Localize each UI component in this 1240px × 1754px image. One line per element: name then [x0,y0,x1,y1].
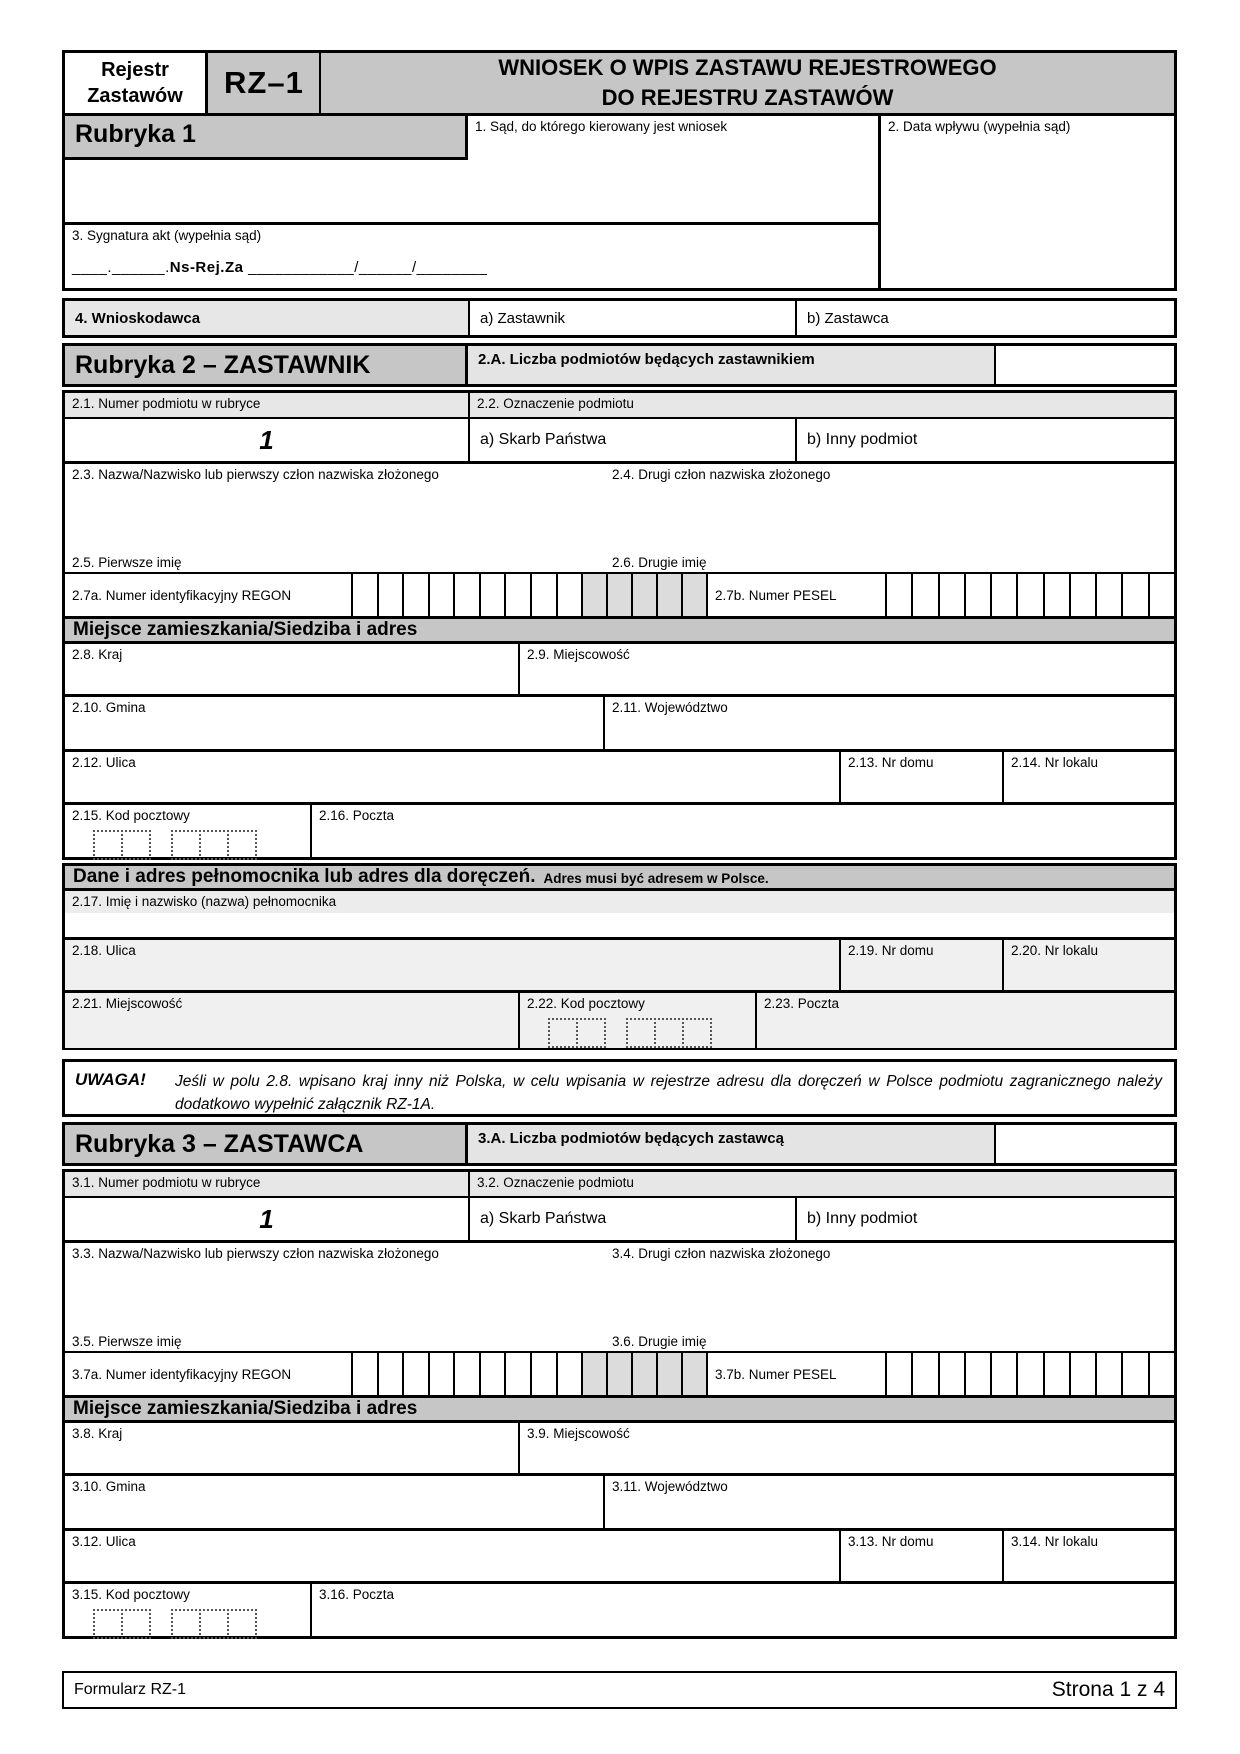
field-2-20-nr-lokalu[interactable]: 2.20. Nr lokalu [1002,940,1174,990]
field-2-14-nr-lokalu[interactable]: 2.14. Nr lokalu [1002,752,1174,802]
rubryka-2-address-row-2 [62,694,1177,752]
digit-cell[interactable] [199,1609,229,1639]
logo-line2: Zastawów [87,85,183,107]
regon-extra-digit-cells [581,574,706,616]
sygnatura-line: ____.______.Ns-Rej.Za ____________/______/________ [72,259,488,277]
digit-cell[interactable] [938,574,964,616]
field-2-5-2-6-area[interactable] [65,552,1174,572]
digit-cell[interactable] [654,1018,684,1048]
registry-logo [65,53,208,113]
logo-line1: Rejestr [101,59,169,81]
digit-cell[interactable] [1069,1353,1095,1395]
regon-extra-digit-cells-3 [581,1353,706,1395]
digit-cell[interactable] [1095,1353,1121,1395]
field-3-1-value: 1 [259,1203,274,1234]
uwaga-text: Jeśli w polu 2.8. wpisano kraj inny niż Polska, w celu wpisania w rejestrze adresu dla doręczeń w Polsce podmiotu zagranicznego należy dodatkowo wypełnić załącznik RZ-1A. [175,1073,1162,1114]
field-2-22-kod-pocztowy[interactable]: 2.22. Kod pocztowy [518,993,755,1048]
digit-cell[interactable] [990,574,1016,616]
rubryka-3-title: Rubryka 3 – ZASTAWCA [65,1125,468,1163]
postal-code-cells [65,827,310,860]
field-3-15-kod-pocztowy[interactable]: 3.15. Kod pocztowy [65,1584,310,1639]
digit-cell[interactable] [428,574,454,616]
form-title-line2: DO REJESTRU ZASTAWÓW [601,85,894,110]
form-header [62,50,1177,116]
rubryka-3-address-row-4 [62,1581,1177,1639]
attorney-postal-code-cells [520,1015,755,1048]
rubryka-3-address-header: Miejsce zamieszkania/Siedziba i adres [62,1395,1177,1423]
field-3-sygnatura[interactable] [65,222,878,288]
form-title-line1: WNIOSEK O WPIS ZASTAWU REJESTROWEGO [498,55,997,81]
footer-form-name: Formularz RZ-1 [74,1681,187,1698]
field-2-2-label-cell: 2.2. Oznaczenie podmiotu [468,393,1174,419]
field-4-wnioskodawca [62,298,1177,338]
digit-cell[interactable] [606,1353,631,1395]
field-1-court[interactable] [468,116,878,160]
option-zastawnik[interactable]: a) Zastawnik [468,301,795,335]
digit-cell[interactable] [964,1353,990,1395]
field-3-1-label-cell: 3.1. Numer podmiotu w rubryce [65,1172,468,1198]
digit-cell[interactable] [626,1018,656,1048]
field-3-3-3-4-area[interactable] [65,1243,1174,1331]
field-2-8-kraj[interactable]: 2.8. Kraj [72,647,123,662]
rubryka-1-title: Rubryka 1 [65,116,468,160]
digit-cell[interactable] [504,1353,530,1395]
field-3-13-nr-domu[interactable]: 3.13. Nr domu [839,1531,1002,1581]
field-3-5-3-6-area[interactable] [65,1331,1174,1351]
rubryka-2-names-block [62,461,1177,619]
rubryka-2-subject-block [62,390,1177,464]
rubryka-2-title: Rubryka 2 – ZASTAWNIK [65,346,468,384]
rubryka-2-address-row-1 [62,641,1177,697]
digit-cell[interactable] [911,1353,937,1395]
digit-cell[interactable] [121,830,151,860]
regon-digit-cells [351,574,581,616]
field-3-10-gmina[interactable]: 3.10. Gmina [72,1479,146,1494]
digit-cell[interactable] [1121,574,1147,616]
field-3-9-miejscowosc[interactable]: 3.9. Miejscowość [518,1423,1174,1473]
digit-cell[interactable] [990,1353,1016,1395]
field-3-16-poczta[interactable]: 3.16. Poczta [310,1584,1174,1639]
field-2-15-kod-pocztowy[interactable]: 2.15. Kod pocztowy [65,805,310,860]
digit-cell[interactable] [121,1609,151,1639]
rubryka-3-address-row-3 [62,1528,1177,1584]
uwaga-note [62,1059,1177,1117]
digit-cell[interactable] [656,1353,681,1395]
option-inny-podmiot[interactable]: b) Inny podmiot [795,419,1174,461]
field-2-label: 2. Data wpływu (wypełnia sąd) [888,119,1071,134]
digit-cell[interactable] [504,574,530,616]
digit-cell[interactable] [556,1353,582,1395]
field-2-3-2-4-area[interactable] [65,464,1174,552]
digit-cell[interactable] [581,1353,606,1395]
digit-cell[interactable] [548,1018,578,1048]
attorney-section-header: Dane i adres pełnomocnika lub adres dla doręczeń. Adres musi być adresem w Polsce. [62,863,1177,891]
digit-cell[interactable] [453,1353,479,1395]
field-1-label: 1. Sąd, do którego kierowany jest wniosek [475,119,728,134]
digit-cell[interactable] [402,574,428,616]
digit-cell[interactable] [656,574,681,616]
field-3-3-label: 3.3. Nazwa/Nazwisko lub pierwszy człon nazwiska złożonego [72,1246,439,1261]
option-zastawca[interactable]: b) Zastawca [795,301,1174,335]
digit-cell[interactable] [964,574,990,616]
field-3-4-label: 3.4. Drugi człon nazwiska złożonego [612,1246,831,1261]
digit-cell[interactable] [227,1609,257,1639]
digit-cell[interactable] [631,1353,656,1395]
uwaga-label: UWAGA! [75,1070,146,1089]
digit-cell[interactable] [93,1609,123,1639]
rubryka-2-address-row-4 [62,802,1177,860]
field-2-17-pelnomocnik[interactable] [62,888,1177,940]
field-2-21-miejscowosc[interactable]: 2.21. Miejscowość [65,993,518,1048]
digit-cell[interactable] [681,1353,706,1395]
field-3-5-label: 3.5. Pierwsze imię [72,1334,182,1349]
digit-cell[interactable] [453,574,479,616]
digit-cell[interactable] [377,574,403,616]
digit-cell[interactable] [556,574,582,616]
digit-cell[interactable] [199,830,229,860]
digit-cell[interactable] [1148,1353,1174,1395]
digit-cell[interactable] [631,574,656,616]
digit-cell[interactable] [351,1353,377,1395]
field-3a-count-box[interactable] [996,1125,1174,1163]
digit-cell[interactable] [911,574,937,616]
field-2-11-wojewodztwo[interactable]: 2.11. Województwo [603,697,1174,749]
digit-cell[interactable] [581,574,606,616]
field-2-13-nr-domu[interactable]: 2.13. Nr domu [839,752,1002,802]
digit-cell[interactable] [171,830,201,860]
field-3-7-row [65,1351,1174,1395]
rubryka-2-address-header: Miejsce zamieszkania/Siedziba i adres [62,616,1177,644]
digit-cell[interactable] [885,574,911,616]
field-2-16-poczta[interactable]: 2.16. Poczta [310,805,1174,860]
field-2-1-value: 1 [259,424,274,455]
digit-cell[interactable] [1043,574,1069,616]
rubryka-3-header [62,1122,1177,1166]
field-2-7b-label: 2.7b. Numer PESEL [706,574,885,616]
field-3-12-ulica[interactable]: 3.12. Ulica [72,1534,136,1549]
rubryka-3-subject-block [62,1169,1177,1243]
field-3-2-label-cell: 3.2. Oznaczenie podmiotu [468,1172,1174,1198]
field-3-label: 3. Sygnatura akt (wypełnia sąd) [72,228,262,243]
digit-cell[interactable] [885,1353,911,1395]
rubryka-3-address-row-2 [62,1473,1177,1531]
field-2-3-label: 2.3. Nazwa/Nazwisko lub pierwszy człon nazwiska złożonego [72,467,439,482]
option-skarb-panstwa-3[interactable]: a) Skarb Państwa [468,1198,795,1240]
option-inny-podmiot-3[interactable]: b) Inny podmiot [795,1198,1174,1240]
field-2-9-miejscowosc[interactable]: 2.9. Miejscowość [518,644,1174,694]
digit-cell[interactable] [1069,574,1095,616]
pesel-digit-cells [885,574,1174,616]
digit-cell[interactable] [171,1609,201,1639]
digit-cell[interactable] [1043,1353,1069,1395]
field-2-17-label-strip: 2.17. Imię i nazwisko (nazwa) pełnomocnika [65,891,1174,913]
rubryka-1-left [62,113,881,291]
field-3-14-nr-lokalu[interactable]: 3.14. Nr lokalu [1002,1531,1174,1581]
rubryka-3-names-block [62,1240,1177,1398]
field-3-7b-label: 3.7b. Numer PESEL [706,1353,885,1395]
digit-cell[interactable] [1016,1353,1042,1395]
digit-cell[interactable] [227,830,257,860]
form-title [321,53,1174,113]
digit-cell[interactable] [682,1018,712,1048]
field-2-10-gmina[interactable]: 2.10. Gmina [72,700,146,715]
option-skarb-panstwa[interactable]: a) Skarb Państwa [468,419,795,461]
digit-cell[interactable] [606,574,631,616]
footer-page-number: Strona 1 z 4 [1051,1678,1165,1701]
regon-digit-cells-3 [351,1353,581,1395]
field-2-6-label: 2.6. Drugie imię [612,555,707,570]
digit-cell[interactable] [576,1018,606,1048]
rubryka-1-header-row [65,116,878,160]
pesel-digit-cells-3 [885,1353,1174,1395]
rz1-form [62,50,1177,1709]
form-code: RZ–1 [208,53,321,113]
page-footer [62,1671,1177,1709]
field-2-12-ulica[interactable]: 2.12. Ulica [72,755,136,770]
postal-code-cells-3 [65,1606,310,1639]
field-2a-label: 2.A. Liczba podmiotów będących zastawnikiem [468,346,996,384]
field-3a-label: 3.A. Liczba podmiotów będących zastawcą [468,1125,996,1163]
field-2-7a-label: 2.7a. Numer identyfikacyjny REGON [72,587,292,603]
digit-cell[interactable] [428,1353,454,1395]
field-3-6-label: 3.6. Drugie imię [612,1334,707,1349]
rubryka-2-header [62,343,1177,387]
digit-cell[interactable] [1016,574,1042,616]
attorney-address-row-2 [62,990,1177,1050]
digit-cell[interactable] [1148,574,1174,616]
digit-cell[interactable] [479,1353,505,1395]
field-3-8-kraj[interactable]: 3.8. Kraj [72,1426,123,1441]
digit-cell[interactable] [479,574,505,616]
digit-cell[interactable] [938,1353,964,1395]
digit-cell[interactable] [530,574,556,616]
attorney-address-row-1 [62,937,1177,993]
digit-cell[interactable] [351,574,377,616]
digit-cell[interactable] [1095,574,1121,616]
digit-cell[interactable] [402,1353,428,1395]
field-3-7a-label: 3.7a. Numer identyfikacyjny REGON [72,1366,292,1382]
digit-cell[interactable] [1121,1353,1147,1395]
field-4-label: 4. Wnioskodawca [65,301,468,335]
field-2-7-row [65,572,1174,616]
digit-cell[interactable] [377,1353,403,1395]
field-2-23-poczta[interactable]: 2.23. Poczta [755,993,1174,1048]
rubryka-3-address-row-1 [62,1420,1177,1476]
field-2-5-label: 2.5. Pierwsze imię [72,555,182,570]
field-3-11-wojewodztwo[interactable]: 3.11. Województwo [603,1476,1174,1528]
digit-cell[interactable] [93,830,123,860]
rubryka-1 [62,113,1177,291]
rubryka-2-address-row-3 [62,749,1177,805]
field-1-input-area[interactable] [65,160,878,222]
field-2a-count-box[interactable] [996,346,1174,384]
field-2-4-label: 2.4. Drugi człon nazwiska złożonego [612,467,831,482]
digit-cell[interactable] [530,1353,556,1395]
digit-cell[interactable] [681,574,706,616]
field-2-19-nr-domu[interactable]: 2.19. Nr domu [839,940,1002,990]
field-2-1-label-cell: 2.1. Numer podmiotu w rubryce [65,393,468,419]
field-2-18-ulica[interactable]: 2.18. Ulica [65,940,839,990]
field-2-data-wplywu[interactable] [881,113,1177,291]
